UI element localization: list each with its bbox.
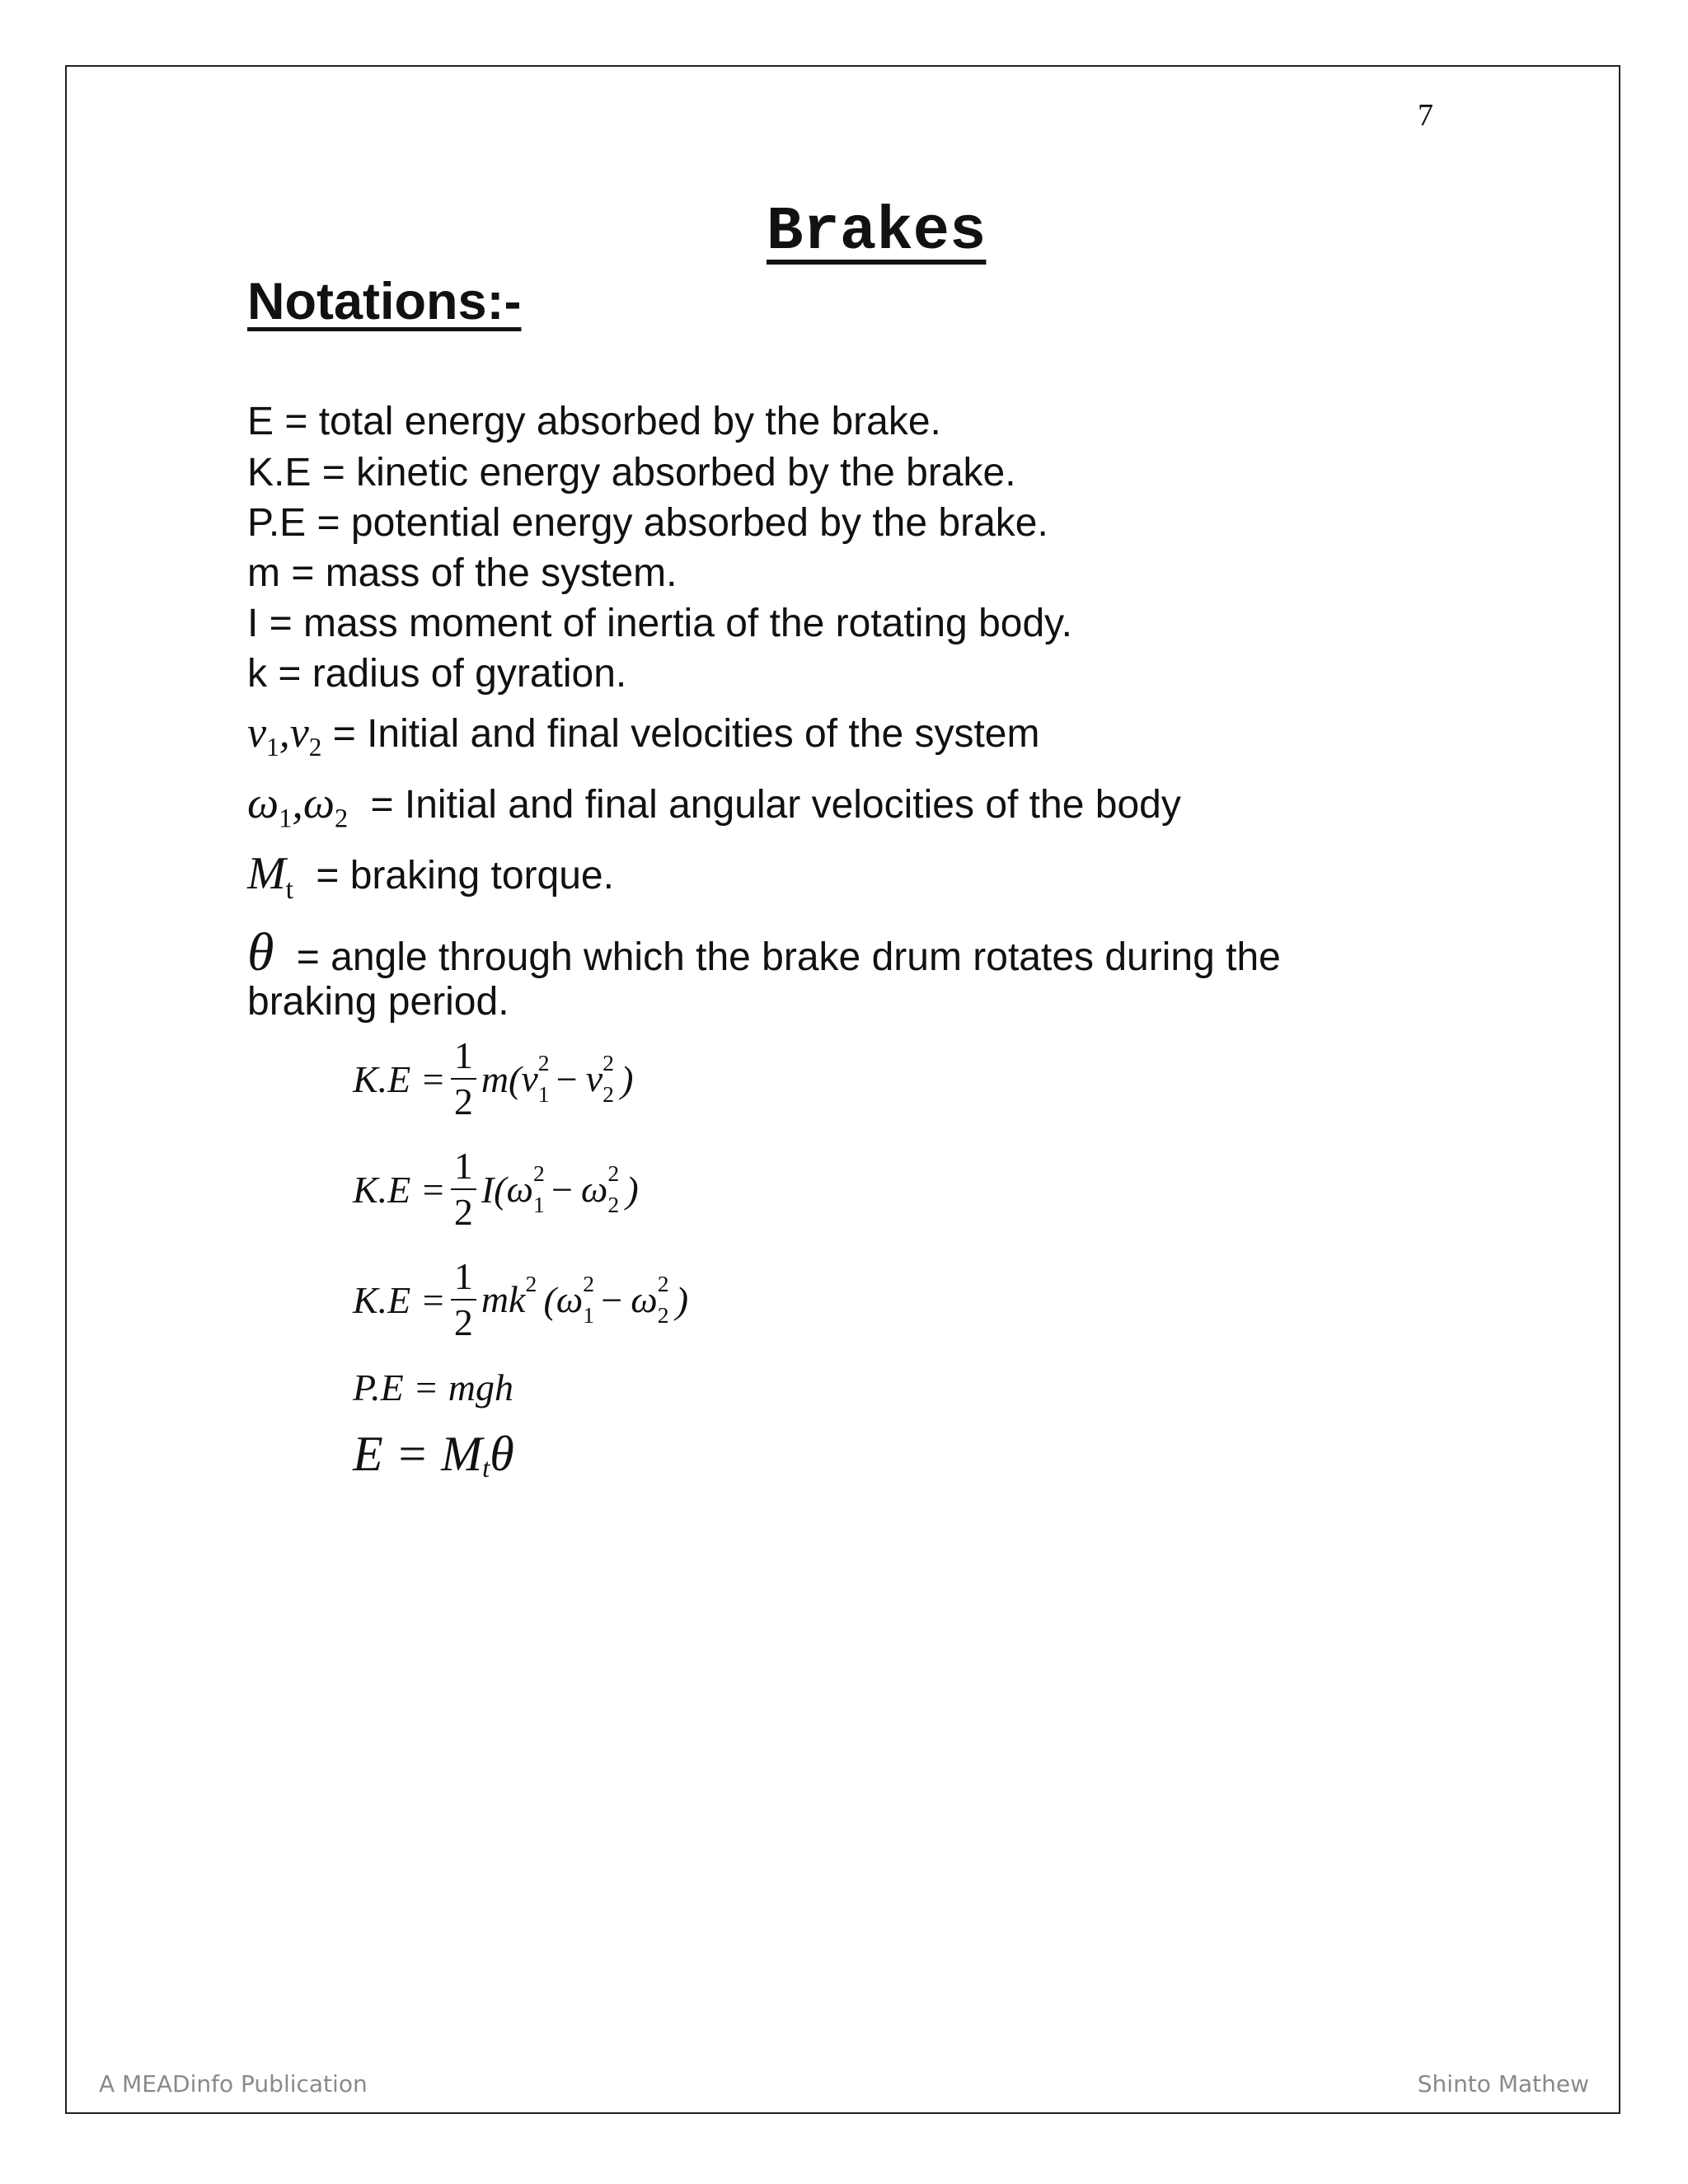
angular-description: = Initial and final angular velocities of the body [370,783,1181,827]
eq-open: ( [543,1278,556,1321]
eq-minus: − [601,1278,623,1321]
notation-mass: m = mass of the system. [247,551,678,595]
notation-inertia: I = mass moment of inertia of the rotating body. [247,602,1072,645]
eq-close: ) [675,1278,689,1321]
eq-close: ) [621,1057,634,1100]
eq-lhs: K.E = [353,1168,446,1211]
angle-description: = angle through which the brake drum rotates during the [296,935,1281,979]
eq-term-a: v 2 1 [521,1050,550,1108]
eq-close: ) [626,1168,639,1211]
eq-minus: − [556,1057,578,1100]
equation-potential-energy: P.E = mgh [353,1366,514,1408]
half-fraction: $\frac{1}{2}$ [451,1258,476,1342]
velocity-symbols: $v_1,v_2$ [247,710,322,762]
eq-lhs: K.E = [353,1278,446,1321]
notation-potential-energy: P.E = potential energy absorbed by the brake. [247,501,1048,545]
eq-minus: − [551,1168,573,1211]
page-title: Brakes [767,198,987,267]
eq-lhs: K.E = [353,1057,446,1100]
equation-kinetic-energy-gyration [353,1255,689,1343]
velocity-description: = Initial and final velocities of the system [332,712,1040,756]
page-border [65,65,1620,2114]
equation-total-energy [353,1426,514,1483]
eq-rhs: θ [490,1427,514,1481]
eq-prefix: I( [481,1168,507,1211]
notation-kinetic-energy: K.E = kinetic energy absorbed by the brake. [247,451,1016,494]
eq-term-b: v 2 2 [585,1050,614,1108]
notations-heading: Notations:- [247,273,522,330]
half-fraction: $\frac{1}{2}$ [451,1147,476,1231]
angle-description-continued: braking period. [247,980,509,1024]
angular-symbols: $\omega_1,\omega_2$ [247,778,349,834]
footer-author: Shinto Mathew [1417,2070,1589,2097]
notation-energy: E = total energy absorbed by the brake. [247,400,941,443]
notation-angular-velocities [247,777,1181,834]
eq-term-a: ω 2 1 [506,1160,545,1218]
half-fraction: $\frac{1}{2}$ [451,1037,476,1121]
eq-prefix: m( [481,1057,522,1100]
notation-gyration: k = radius of gyration. [247,652,627,696]
equation-kinetic-energy-linear [353,1034,634,1122]
torque-symbol: $M_t$ [247,848,293,905]
equation-kinetic-energy-rotational [353,1147,639,1231]
eq-term-a: ω 2 1 [556,1271,595,1329]
notation-velocities [247,709,1039,762]
eq-lhs: E = M [353,1427,483,1481]
theta-symbol: θ [247,922,274,982]
notation-angle [247,921,1281,984]
footer-publisher: A MEADinfo Publication [99,2070,368,2097]
eq-prefix: mk 2 [481,1271,537,1320]
eq-term-b: ω 2 2 [631,1271,669,1329]
notation-torque [247,847,614,906]
eq-subscript: t [482,1454,490,1484]
eq-term-b: ω 2 2 [580,1160,620,1218]
torque-description: = braking torque. [316,854,614,898]
page-number: 7 [1418,98,1433,133]
